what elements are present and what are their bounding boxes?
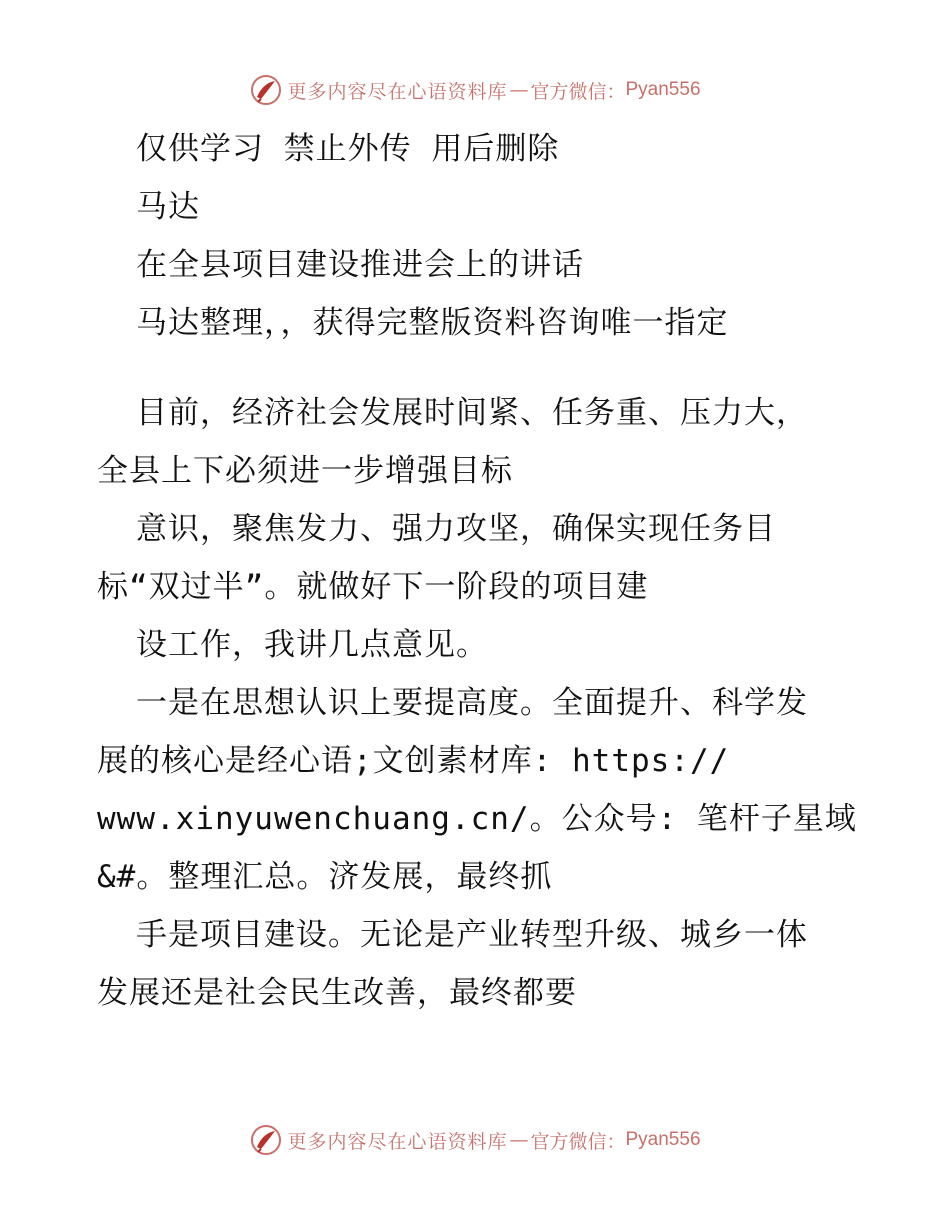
doc-text-line: www.xinyuwenchuang.cn/。公众号: 笔杆子星域 [97,801,857,837]
pen-logo-icon [249,73,283,107]
document-body [97,120,897,1022]
doc-text-line: 目前，经济社会发展时间紧、任务重、压力大， [136,395,808,431]
doc-source-line: 马达整理，，获得完整版资料咨询唯一指定 [136,305,729,341]
pen-logo-icon [249,1123,283,1157]
watermark-dash: — [509,79,529,101]
doc-text-line: 手是项目建设。无论是产业转型升级、城乡一体 [136,917,808,953]
doc-text-line: 意识，聚焦发力、强力攻坚，确保实现任务目 [136,511,776,547]
doc-text-line: 一是在思想认识上要提高度。全面提升、科学发 [136,685,808,721]
doc-notice-line: 仅供学习 禁止外传 用后删除 [136,131,560,167]
doc-text-line: 设工作，我讲几点意见。 [136,627,488,663]
doc-title-line: 在全县项目建设推进会上的讲话 [136,247,584,283]
watermark-wechat-id: Pyan556 [625,79,701,100]
watermark-wechat-label: 官方微信： [530,1130,626,1153]
doc-text-line: 全县上下必须进一步增强目标 [97,453,513,489]
doc-paragraphs [97,384,897,1022]
watermark-text: 更多内容尽在心语资料库 [287,80,508,103]
watermark-text: 更多内容尽在心语资料库 [287,1130,508,1153]
doc-text-line: &#。整理汇总。济发展，最终抓 [97,859,553,895]
footer-watermark [0,1120,950,1160]
header-watermark [0,70,950,110]
watermark-wechat-label: 官方微信： [530,80,626,103]
doc-text-line: 发展还是社会民生改善，最终都要 [97,975,577,1011]
doc-author-line: 马达 [136,189,200,225]
doc-text-line: 标“双过半”。就做好下一阶段的项目建 [97,569,649,605]
doc-text-line: 展的核心是经心语;文创素材库: https:// [97,743,730,779]
watermark-wechat-id: Pyan556 [625,1129,701,1150]
paragraph-gap [97,352,897,384]
watermark-dash: — [509,1129,529,1151]
